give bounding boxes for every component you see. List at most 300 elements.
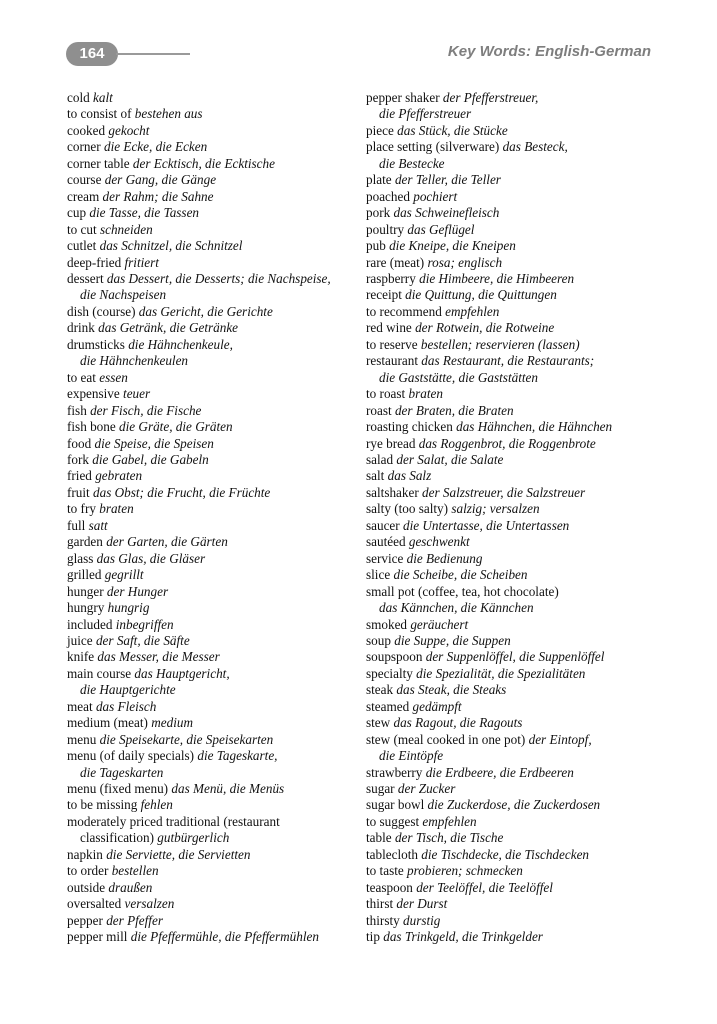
- glossary-entry: [67, 633, 357, 649]
- english-term: poached: [366, 188, 410, 204]
- german-translation: das Gericht, die Gerichte: [138, 303, 273, 319]
- english-term: deep-fried: [67, 254, 122, 270]
- german-translation: das Hauptgericht,: [134, 665, 230, 681]
- glossary-entry-continuation: [366, 156, 666, 172]
- glossary-entry: [366, 567, 666, 583]
- english-term: main course: [67, 665, 132, 681]
- german-translation: die Speise, die Speisen: [94, 435, 214, 451]
- english-term: restaurant: [366, 353, 418, 369]
- german-translation: die Bedienung: [406, 550, 483, 566]
- glossary-entry: [67, 913, 357, 929]
- english-term: course: [67, 172, 102, 188]
- glossary-entry: [67, 90, 357, 106]
- glossary-entry: [366, 304, 666, 320]
- glossary-entry: [366, 896, 666, 912]
- german-translation: schneiden: [99, 221, 153, 237]
- english-term: piece: [366, 122, 394, 138]
- english-term: to recommend: [366, 303, 442, 319]
- english-term: pepper mill: [67, 929, 128, 945]
- english-term: dessert: [67, 270, 104, 286]
- german-translation: der Pfeffer: [106, 912, 163, 928]
- english-term: fork: [67, 451, 89, 467]
- glossary-entry: [366, 90, 666, 106]
- english-term: thirst: [366, 896, 394, 912]
- english-term: expensive: [67, 386, 120, 402]
- glossary-entry: [366, 468, 666, 484]
- german-translation: inbegriffen: [115, 616, 174, 632]
- english-term: corner table: [67, 155, 130, 171]
- english-term: stew: [366, 715, 391, 731]
- english-term: pub: [366, 238, 386, 254]
- glossary-entry: [366, 732, 666, 748]
- english-term: plate: [366, 172, 392, 188]
- glossary-entry: [67, 370, 357, 386]
- glossary-entry: [366, 238, 666, 254]
- glossary-entry: [366, 189, 666, 205]
- english-term: to taste: [366, 863, 404, 879]
- glossary-entry: [366, 649, 666, 665]
- glossary-entry-continuation: [366, 106, 666, 122]
- glossary-entry: [366, 682, 666, 698]
- english-term: sautéed: [366, 534, 406, 550]
- german-translation: das Roggenbrot, die Roggenbrote: [418, 435, 596, 451]
- english-term-continuation: classification): [80, 830, 154, 846]
- glossary-entry: [67, 452, 357, 468]
- glossary-entry: [366, 913, 666, 929]
- glossary-entry: [67, 436, 357, 452]
- glossary-entry: [67, 403, 357, 419]
- glossary-entry: [366, 617, 666, 633]
- german-translation-continuation: die Gaststätte, die Gaststätten: [379, 369, 538, 385]
- glossary-entry: [366, 320, 666, 336]
- glossary-entry-continuation: [366, 748, 666, 764]
- german-translation: hungrig: [107, 600, 150, 616]
- german-translation-continuation: die Eintöpfe: [379, 748, 444, 764]
- german-translation: die Erdbeere, die Erdbeeren: [425, 764, 574, 780]
- german-translation: gedämpft: [412, 698, 462, 714]
- english-term: food: [67, 435, 92, 451]
- english-term: drumsticks: [67, 336, 125, 352]
- english-term: thirsty: [366, 912, 400, 928]
- german-translation: der Durst: [396, 896, 448, 912]
- german-translation-continuation: die Nachspeisen: [80, 287, 167, 303]
- german-translation: salzig; versalzen: [451, 501, 540, 517]
- glossary-entry: [67, 781, 357, 797]
- german-translation: der Rotwein, die Rotweine: [415, 320, 555, 336]
- glossary-entry: [67, 222, 357, 238]
- glossary-entry: [366, 518, 666, 534]
- glossary-entry: [67, 748, 357, 764]
- english-term: cooked: [67, 122, 106, 138]
- german-translation: die Scheibe, die Scheiben: [393, 567, 528, 583]
- german-translation: der Suppenlöffel, die Suppenlöffel: [425, 649, 605, 665]
- german-translation: draußen: [108, 879, 153, 895]
- glossary-entry: [366, 666, 666, 682]
- german-translation-continuation: die Hähnchenkeulen: [80, 353, 189, 369]
- english-term: teaspoon: [366, 879, 413, 895]
- glossary-entry: [67, 929, 357, 945]
- english-term: cutlet: [67, 238, 97, 254]
- english-term: fried: [67, 468, 92, 484]
- english-term: pork: [366, 205, 391, 221]
- german-translation: das Besteck,: [502, 139, 568, 155]
- english-term: oversalted: [67, 896, 122, 912]
- glossary-entry: [67, 139, 357, 155]
- german-translation-continuation: die Pfefferstreuer: [379, 106, 472, 122]
- english-term: to be missing: [67, 797, 138, 813]
- header-rule: [116, 53, 190, 55]
- glossary-entry: [366, 172, 666, 188]
- german-translation: fritiert: [124, 254, 159, 270]
- german-translation: der Gang, die Gänge: [104, 172, 217, 188]
- german-translation: versalzen: [124, 896, 175, 912]
- glossary-entry: [366, 863, 666, 879]
- glossary-entry: [67, 584, 357, 600]
- glossary-entry: [366, 139, 666, 155]
- german-translation: der Salat, die Salate: [396, 451, 504, 467]
- english-term: service: [366, 550, 404, 566]
- english-term: medium (meat): [67, 715, 148, 731]
- glossary-entry-continuation: [67, 830, 357, 846]
- german-translation: der Salzstreuer, die Salzstreuer: [422, 484, 586, 500]
- english-term: full: [67, 517, 86, 533]
- german-translation: das Stück, die Stücke: [397, 122, 508, 138]
- glossary-entry: [366, 929, 666, 945]
- english-term: tip: [366, 929, 380, 945]
- german-translation: bestellen: [111, 863, 159, 879]
- english-term: menu (of daily specials): [67, 748, 195, 764]
- german-translation: der Garten, die Gärten: [106, 534, 228, 550]
- glossary-entry: [67, 896, 357, 912]
- german-translation: das Glas, die Gläser: [96, 550, 206, 566]
- german-translation: der Fisch, die Fische: [90, 402, 202, 418]
- glossary-entry: [366, 337, 666, 353]
- glossary-column-left: [67, 90, 357, 946]
- german-translation: das Steak, die Steaks: [396, 682, 507, 698]
- german-translation: fehlen: [140, 797, 173, 813]
- english-term: rye bread: [366, 435, 416, 451]
- english-term: soup: [366, 632, 391, 648]
- glossary-entry: [366, 452, 666, 468]
- german-translation: die Tasse, die Tassen: [89, 205, 200, 221]
- glossary-entry: [366, 271, 666, 287]
- german-translation: die Suppe, die Suppen: [394, 632, 511, 648]
- glossary-entry: [67, 534, 357, 550]
- german-translation: das Messer, die Messer: [97, 649, 220, 665]
- glossary-entry: [67, 255, 357, 271]
- german-translation: der Saft, die Säfte: [95, 632, 190, 648]
- german-translation: die Zuckerdose, die Zuckerdosen: [427, 797, 601, 813]
- english-term: menu: [67, 731, 97, 747]
- english-term: to suggest: [366, 813, 420, 829]
- german-translation: das Dessert, die Desserts; die Nachspeise,: [106, 270, 331, 286]
- glossary-entry: [67, 468, 357, 484]
- german-translation: empfehlen: [422, 813, 477, 829]
- glossary-entry: [67, 863, 357, 879]
- glossary-entry: [366, 551, 666, 567]
- glossary-entry: [67, 337, 357, 353]
- german-translation: die Ecke, die Ecken: [103, 139, 208, 155]
- english-term: meat: [67, 698, 93, 714]
- english-term: to order: [67, 863, 109, 879]
- english-term: sugar bowl: [366, 797, 425, 813]
- glossary-entry: [67, 271, 357, 287]
- german-translation: die Gräte, die Gräten: [119, 419, 233, 435]
- english-term: moderately priced traditional (restaurant: [67, 813, 280, 829]
- english-term: included: [67, 616, 113, 632]
- glossary-entry: [67, 106, 357, 122]
- english-term: salty (too salty): [366, 501, 449, 517]
- glossary-entry: [366, 765, 666, 781]
- glossary-entry: [366, 436, 666, 452]
- glossary-entry: [366, 287, 666, 303]
- english-term: salt: [366, 468, 385, 484]
- glossary-entry: [366, 255, 666, 271]
- page-header: [0, 0, 717, 80]
- glossary-entry: [67, 814, 357, 830]
- glossary-entry: [366, 403, 666, 419]
- english-term: specialty: [366, 665, 413, 681]
- english-term: strawberry: [366, 764, 423, 780]
- german-translation-continuation: die Bestecke: [379, 155, 445, 171]
- english-term: sugar: [366, 781, 395, 797]
- glossary-entry: [67, 600, 357, 616]
- glossary-entry: [67, 172, 357, 188]
- glossary-entry-continuation: [67, 682, 357, 698]
- german-translation: der Zucker: [397, 781, 456, 797]
- german-translation: gekocht: [108, 122, 150, 138]
- english-term: stew (meal cooked in one pot): [366, 731, 526, 747]
- glossary-entry: [366, 353, 666, 369]
- german-translation: die Tischdecke, die Tischdecken: [421, 846, 590, 862]
- german-translation: die Untertasse, die Untertassen: [402, 517, 570, 533]
- glossary-entry-continuation: [67, 287, 357, 303]
- glossary-entry: [366, 699, 666, 715]
- english-term: raspberry: [366, 270, 416, 286]
- german-translation: geschwenkt: [408, 534, 470, 550]
- english-term: place setting (silverware): [366, 139, 500, 155]
- german-translation: teuer: [123, 386, 151, 402]
- english-term: to reserve: [366, 336, 418, 352]
- german-translation: der Rahm; die Sahne: [102, 188, 214, 204]
- english-term: soupspoon: [366, 649, 423, 665]
- german-translation: das Obst; die Frucht, die Früchte: [93, 484, 271, 500]
- glossary-entry: [67, 880, 357, 896]
- english-term: fish: [67, 402, 87, 418]
- glossary-entry: [67, 123, 357, 139]
- german-translation: die Spezialität, die Spezialitäten: [416, 665, 586, 681]
- glossary-entry: [366, 485, 666, 501]
- german-translation: rosa; englisch: [427, 254, 503, 270]
- english-term: garden: [67, 534, 103, 550]
- english-term: steak: [366, 682, 394, 698]
- english-term: poultry: [366, 221, 405, 237]
- glossary-entry: [67, 156, 357, 172]
- glossary-entry: [67, 518, 357, 534]
- english-term: juice: [67, 632, 93, 648]
- glossary-entry: [366, 386, 666, 402]
- glossary-entry: [67, 847, 357, 863]
- glossary-entry: [67, 715, 357, 731]
- english-term: smoked: [366, 616, 408, 632]
- glossary-entry: [67, 485, 357, 501]
- german-translation: empfehlen: [445, 303, 500, 319]
- german-translation: das Trinkgeld, die Trinkgelder: [383, 929, 543, 945]
- english-term: to eat: [67, 369, 96, 385]
- german-translation: die Hähnchenkeule,: [128, 336, 233, 352]
- german-translation: die Himbeere, die Himbeeren: [419, 270, 575, 286]
- english-term: fruit: [67, 484, 90, 500]
- english-term: pepper shaker: [366, 90, 440, 105]
- english-term: red wine: [366, 320, 412, 336]
- english-term: to consist of: [67, 106, 132, 122]
- german-translation: das Getränk, die Getränke: [98, 320, 239, 336]
- glossary-entry: [67, 567, 357, 583]
- german-translation: der Hunger: [106, 583, 169, 599]
- german-translation-continuation: das Kännchen, die Kännchen: [379, 600, 534, 616]
- german-translation: pochiert: [413, 188, 458, 204]
- glossary-entry: [67, 617, 357, 633]
- english-term: receipt: [366, 287, 402, 303]
- english-term: glass: [67, 550, 94, 566]
- german-translation: der Ecktisch, die Ecktische: [132, 155, 275, 171]
- german-translation: die Quittung, die Quittungen: [405, 287, 557, 303]
- glossary-entry-continuation: [67, 353, 357, 369]
- glossary-entry: [366, 847, 666, 863]
- glossary-entry: [67, 386, 357, 402]
- german-translation: das Restaurant, die Restaurants;: [421, 353, 595, 369]
- glossary-entry: [366, 501, 666, 517]
- glossary-entry: [67, 699, 357, 715]
- english-term: tablecloth: [366, 846, 418, 862]
- english-term: drink: [67, 320, 95, 336]
- glossary-entry: [366, 715, 666, 731]
- german-translation: medium: [151, 715, 193, 731]
- english-term: to roast: [366, 386, 406, 402]
- german-translation: der Braten, die Braten: [394, 402, 514, 418]
- german-translation: der Pfefferstreuer,: [442, 90, 539, 105]
- german-translation: die Gabel, die Gabeln: [92, 451, 209, 467]
- german-translation: probieren; schmecken: [407, 863, 523, 879]
- english-term: dish (course): [67, 303, 136, 319]
- german-translation: die Pfeffermühle, die Pfeffermühlen: [130, 929, 319, 945]
- glossary-entry: [67, 419, 357, 435]
- english-term: fish bone: [67, 419, 116, 435]
- glossary-entry: [366, 123, 666, 139]
- german-translation: das Salz: [387, 468, 432, 484]
- german-translation: bestehen aus: [134, 106, 203, 122]
- english-term: napkin: [67, 846, 103, 862]
- german-translation: gebraten: [95, 468, 143, 484]
- english-term: to cut: [67, 221, 97, 237]
- german-translation: bestellen; reservieren (lassen): [420, 336, 580, 352]
- german-translation: der Eintopf,: [528, 731, 592, 747]
- english-term: cup: [67, 205, 87, 221]
- english-term: roast: [366, 402, 392, 418]
- glossary-entry: [67, 238, 357, 254]
- german-translation: der Tisch, die Tische: [394, 830, 504, 846]
- glossary-entry: [67, 304, 357, 320]
- glossary-entry: [67, 205, 357, 221]
- glossary-entry: [366, 534, 666, 550]
- english-term: table: [366, 830, 392, 846]
- german-translation: essen: [99, 369, 128, 385]
- german-translation-continuation: gutbürgerlich: [157, 830, 230, 846]
- german-translation: braten: [408, 386, 443, 402]
- glossary-entry: [67, 797, 357, 813]
- german-translation: durstig: [403, 912, 441, 928]
- glossary-entry: [366, 584, 666, 600]
- english-term: saucer: [366, 517, 400, 533]
- glossary-entry-continuation: [366, 370, 666, 386]
- english-term: saltshaker: [366, 484, 419, 500]
- german-translation: satt: [88, 517, 108, 533]
- glossary-entry: [67, 649, 357, 665]
- german-translation: das Menü, die Menüs: [171, 781, 285, 797]
- english-term: hunger: [67, 583, 104, 599]
- glossary-entry: [366, 814, 666, 830]
- glossary-entry: [366, 205, 666, 221]
- english-term: roasting chicken: [366, 419, 453, 435]
- german-translation: die Serviette, die Servietten: [106, 846, 251, 862]
- english-term: cold: [67, 90, 90, 105]
- english-term: grilled: [67, 567, 102, 583]
- german-translation: das Fleisch: [95, 698, 157, 714]
- english-term: cream: [67, 188, 100, 204]
- german-translation: die Kneipe, die Kneipen: [389, 238, 516, 254]
- english-term: small pot (coffee, tea, hot chocolate): [366, 583, 559, 599]
- german-translation: das Hähnchen, die Hähnchen: [456, 419, 613, 435]
- german-translation: gegrillt: [104, 567, 144, 583]
- glossary-entry: [67, 320, 357, 336]
- english-term: steamed: [366, 698, 410, 714]
- english-term: pepper: [67, 912, 103, 928]
- running-title: Key Words: English-German: [447, 43, 651, 60]
- glossary-entry: [366, 419, 666, 435]
- glossary-entry: [67, 189, 357, 205]
- german-translation: braten: [99, 501, 134, 517]
- german-translation: das Ragout, die Ragouts: [393, 715, 523, 731]
- glossary-entry-continuation: [366, 600, 666, 616]
- german-translation-continuation: die Hauptgerichte: [80, 682, 176, 698]
- german-translation: der Teelöffel, die Teelöffel: [416, 879, 553, 895]
- glossary-entry: [366, 830, 666, 846]
- german-translation: die Tageskarte,: [197, 748, 278, 764]
- german-translation: das Schnitzel, die Schnitzel: [99, 238, 243, 254]
- german-translation: die Speisekarte, die Speisekarten: [99, 731, 274, 747]
- glossary-column-right: [366, 90, 666, 946]
- english-term: salad: [366, 451, 394, 467]
- german-translation: geräuchert: [410, 616, 469, 632]
- glossary-entry: [366, 781, 666, 797]
- english-term: menu (fixed menu): [67, 781, 169, 797]
- german-translation-continuation: die Tageskarten: [80, 764, 164, 780]
- glossary-entry: [366, 633, 666, 649]
- german-translation: der Teller, die Teller: [394, 172, 501, 188]
- glossary-entry: [67, 501, 357, 517]
- german-translation: kalt: [93, 90, 113, 105]
- english-term: slice: [366, 567, 391, 583]
- english-term: outside: [67, 879, 106, 895]
- glossary-entry: [366, 880, 666, 896]
- english-term: corner: [67, 139, 101, 155]
- german-translation: das Geflügel: [407, 221, 475, 237]
- glossary-entry: [67, 732, 357, 748]
- english-term: to fry: [67, 501, 96, 517]
- glossary-entry: [67, 666, 357, 682]
- page-number: 164: [66, 42, 118, 66]
- glossary-entry: [67, 551, 357, 567]
